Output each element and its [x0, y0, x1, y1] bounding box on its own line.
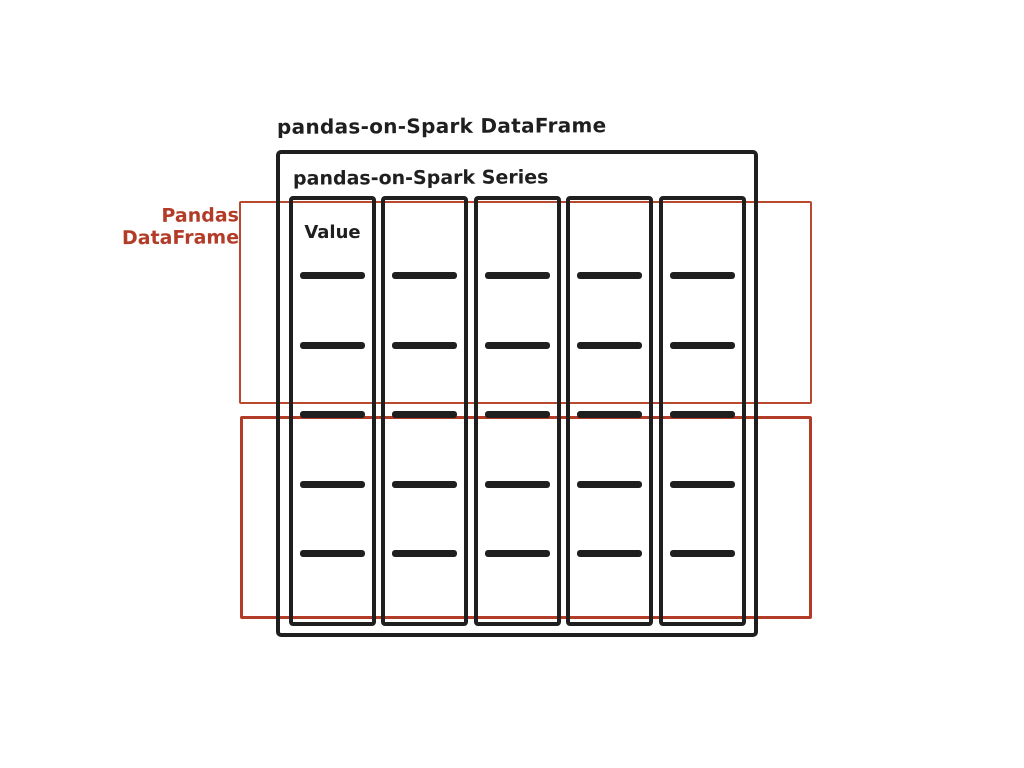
- data-row-dash: [670, 342, 735, 349]
- pandas-dataframe-label: Pandas DataFrame: [121, 204, 240, 250]
- data-row-dash: [577, 411, 642, 418]
- data-row-dash: [577, 481, 642, 488]
- value-label: Value: [304, 222, 361, 243]
- data-row-dash: [300, 272, 365, 279]
- data-row-dash: [392, 481, 457, 488]
- data-row-dash: [670, 272, 735, 279]
- data-row-dash: [485, 272, 550, 279]
- data-row-dash: [392, 550, 457, 557]
- series-column: [381, 196, 468, 626]
- data-row-dash: [300, 550, 365, 557]
- data-row-dash: [577, 272, 642, 279]
- data-row-dash: [670, 550, 735, 557]
- data-row-dash: [485, 342, 550, 349]
- series-column: [566, 196, 653, 626]
- data-row-dash: [485, 481, 550, 488]
- data-row-dash: [670, 481, 735, 488]
- data-row-dash: [670, 411, 735, 418]
- diagram-title: pandas-on-Spark DataFrame: [276, 113, 607, 139]
- data-row-dash: [485, 550, 550, 557]
- data-row-dash: [485, 411, 550, 418]
- data-row-dash: [300, 481, 365, 488]
- data-row-dash: [300, 342, 365, 349]
- data-row-dash: [392, 272, 457, 279]
- series-column: [289, 196, 376, 626]
- data-row-dash: [577, 342, 642, 349]
- data-row-dash: [577, 550, 642, 557]
- series-column: [659, 196, 746, 626]
- series-column: [474, 196, 561, 626]
- series-label: pandas-on-Spark Series: [292, 166, 549, 190]
- data-row-dash: [392, 342, 457, 349]
- data-row-dash: [300, 411, 365, 418]
- data-row-dash: [392, 411, 457, 418]
